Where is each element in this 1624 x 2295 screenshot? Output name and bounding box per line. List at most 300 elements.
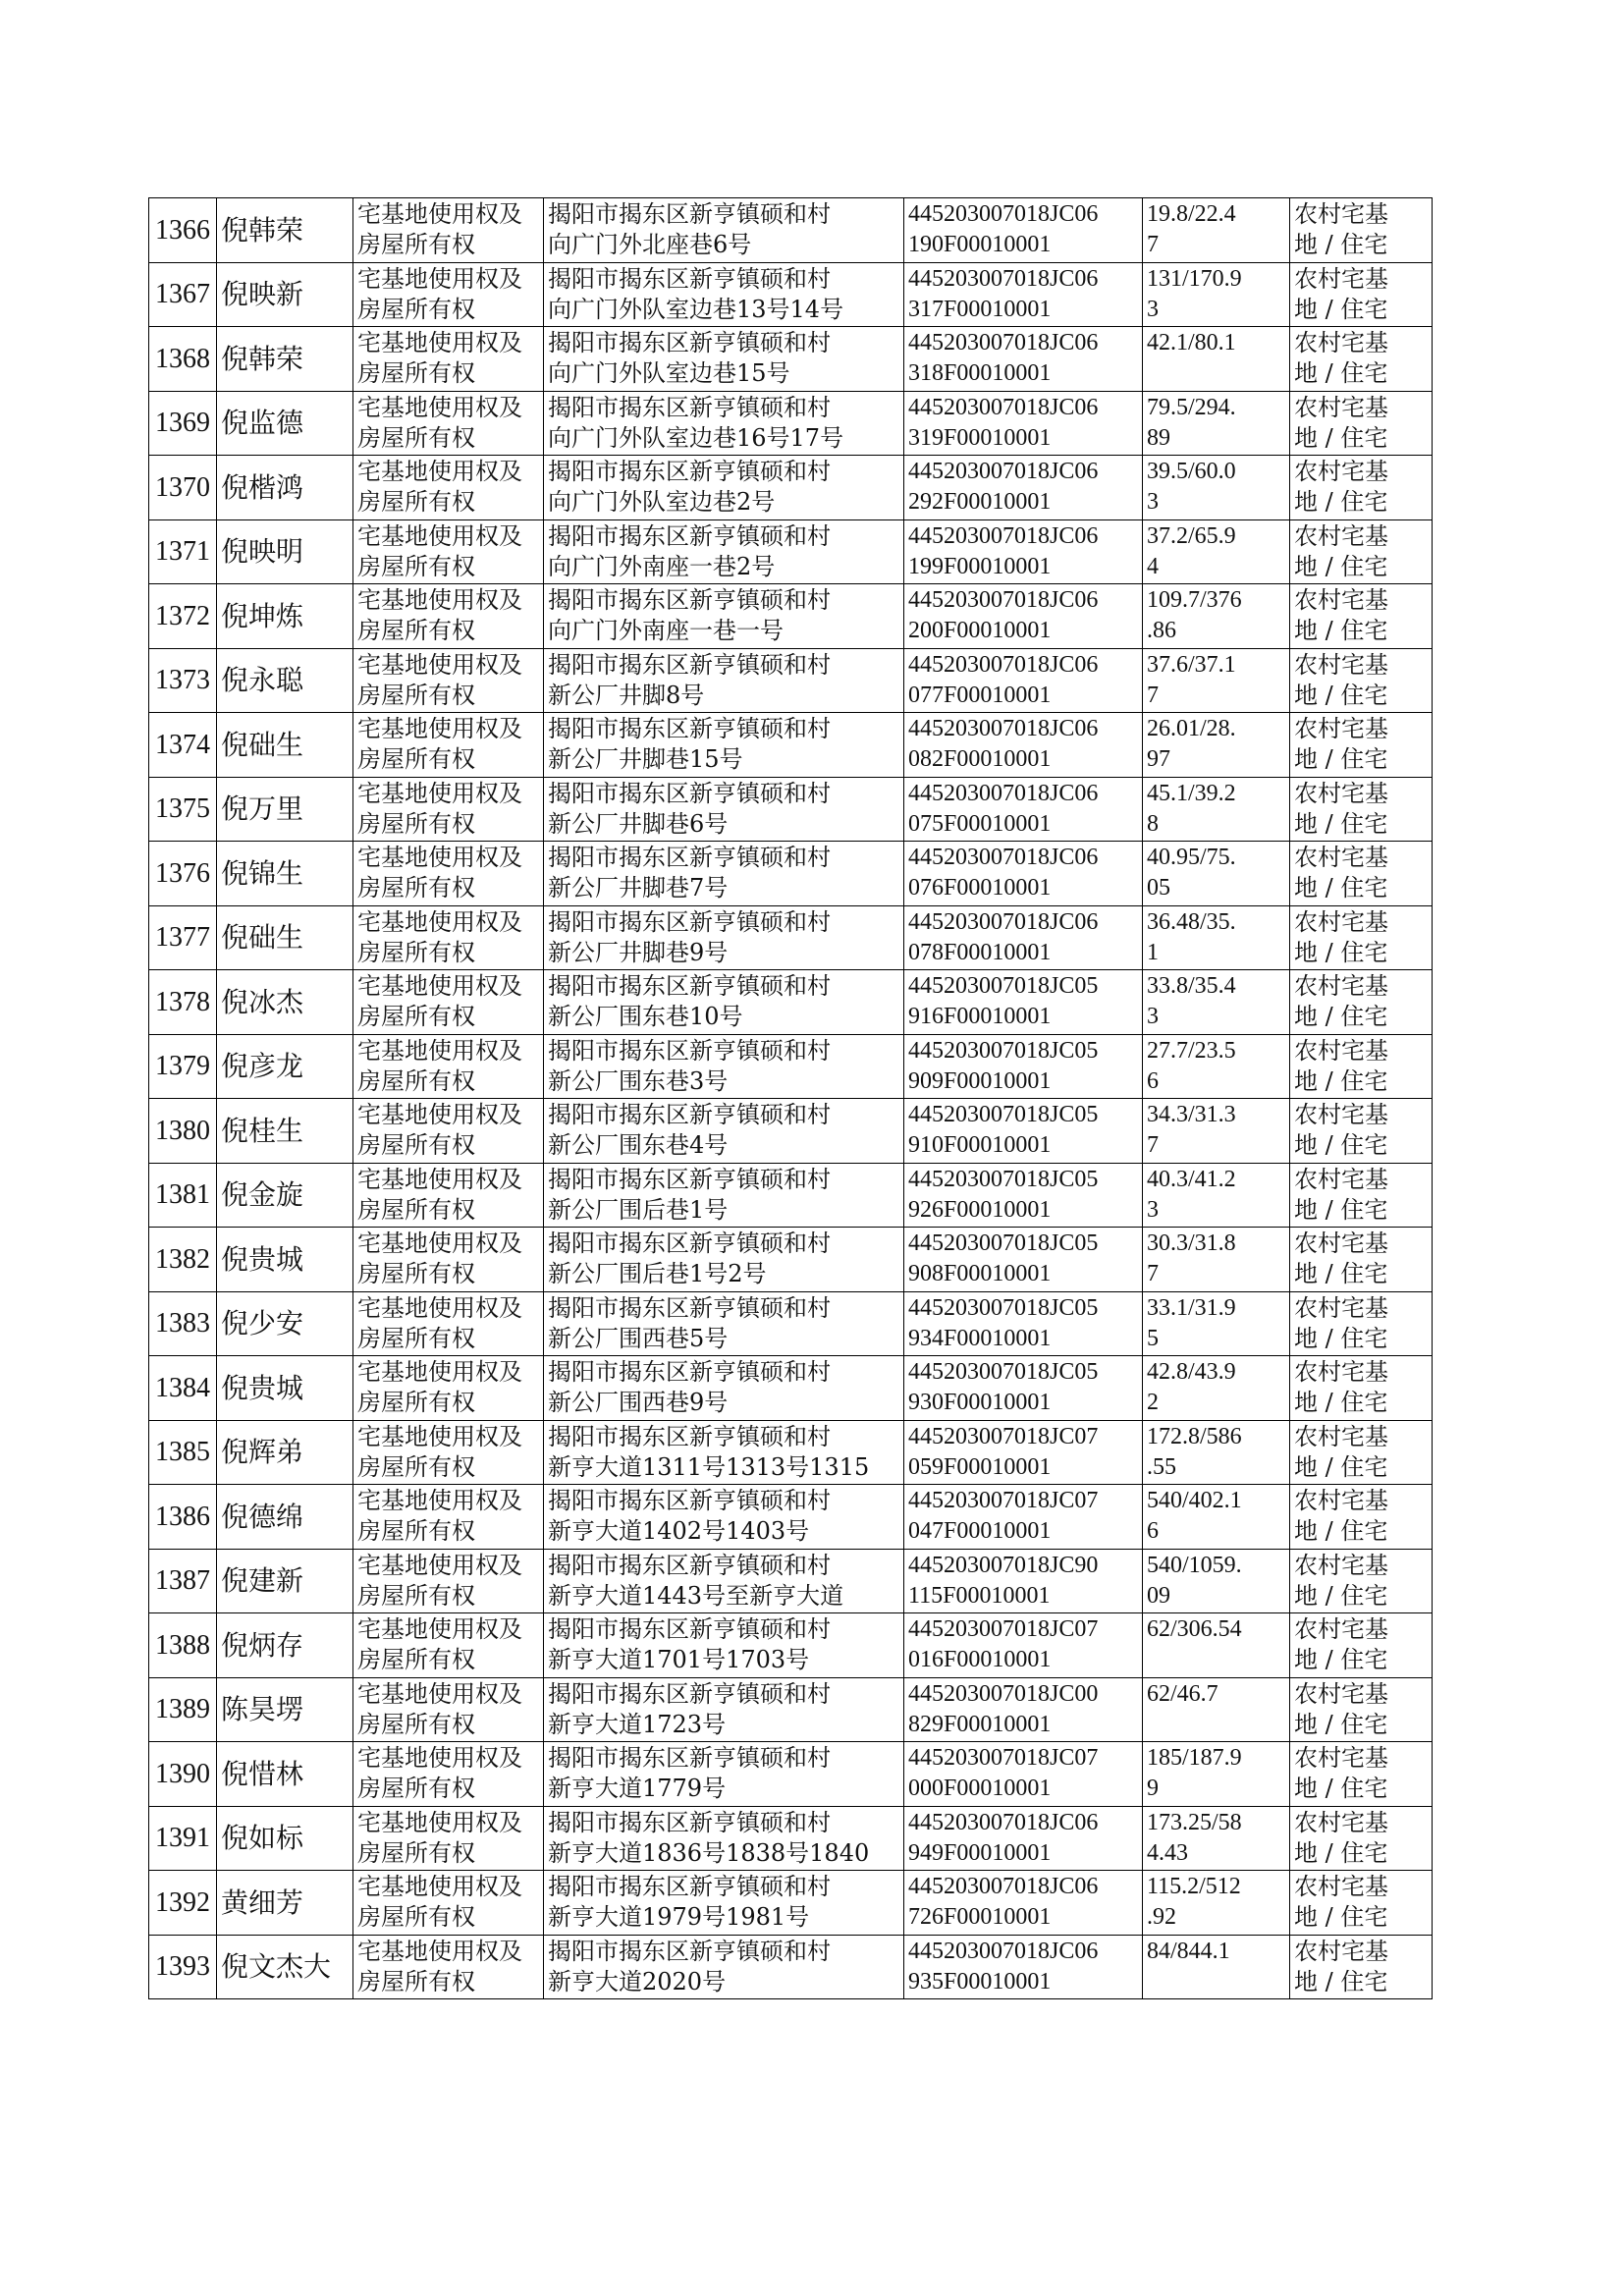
area-cell	[1143, 1485, 1290, 1550]
right-type: 宅基地使用权及房屋所有权	[357, 844, 522, 902]
area-cell	[1143, 970, 1290, 1035]
owner-name: 倪映新	[221, 278, 304, 311]
right-type: 宅基地使用权及房屋所有权	[357, 1101, 522, 1160]
row-number: 1376	[155, 857, 210, 889]
unit-code-cell	[904, 1485, 1143, 1550]
use-cell	[1290, 713, 1433, 778]
owner-name-cell	[217, 1034, 353, 1099]
table-row	[149, 648, 1433, 713]
area-line-1: 540/1059.	[1147, 1552, 1242, 1578]
right-type: 宅基地使用权及房屋所有权	[357, 1615, 522, 1674]
use-line-1: 农村宅基	[1294, 1808, 1388, 1836]
unit-code-line-2: 059F00010001	[908, 1453, 1052, 1480]
row-number: 1379	[155, 1051, 210, 1082]
row-number: 1372	[155, 600, 210, 631]
use-line-2: 地 / 住宅	[1294, 1903, 1388, 1932]
owner-name-cell	[217, 456, 353, 520]
address-cell	[544, 1549, 904, 1613]
area-line-1: 540/402.1	[1147, 1488, 1242, 1514]
row-number-cell	[149, 1677, 217, 1742]
use-cell	[1290, 391, 1433, 456]
right-type-cell	[353, 1871, 544, 1936]
right-type-cell	[353, 584, 544, 649]
address-cell	[544, 777, 904, 842]
use-line-1: 农村宅基	[1294, 715, 1388, 743]
use-line-1: 农村宅基	[1294, 1873, 1388, 1901]
use-line-2: 地 / 住宅	[1294, 295, 1388, 323]
row-number: 1374	[155, 729, 210, 760]
use-line-1: 农村宅基	[1294, 1358, 1388, 1387]
use-line-2: 地 / 住宅	[1294, 1581, 1388, 1610]
unit-code-line-1: 445203007018JC05	[908, 1037, 1099, 1064]
area-cell	[1143, 1677, 1290, 1742]
use-cell	[1290, 1034, 1433, 1099]
row-number-cell	[149, 456, 217, 520]
use-line-1: 农村宅基	[1294, 1293, 1388, 1322]
address-cell	[544, 1742, 904, 1807]
right-type: 宅基地使用权及房屋所有权	[357, 650, 522, 709]
address-line-2: 向广门外队室边巷2号	[548, 488, 776, 517]
area-line-1: 19.8/22.4	[1147, 201, 1236, 228]
unit-code-cell	[904, 1163, 1143, 1228]
right-type: 宅基地使用权及房屋所有权	[357, 586, 522, 645]
area-line-2: 6	[1147, 1518, 1159, 1545]
unit-code-line-1: 445203007018JC07	[908, 1488, 1099, 1514]
row-number-cell	[149, 1034, 217, 1099]
area-cell	[1143, 391, 1290, 456]
unit-code-cell	[904, 905, 1143, 970]
address-line-1: 揭阳市揭东区新亨镇硕和村	[548, 329, 831, 357]
right-type: 宅基地使用权及房屋所有权	[357, 907, 522, 966]
row-number-cell	[149, 1935, 217, 1999]
address-line-2: 向广门外队室边巷13号14号	[548, 295, 844, 323]
use-line-2: 地 / 住宅	[1294, 1517, 1388, 1546]
right-type: 宅基地使用权及房屋所有权	[357, 1487, 522, 1546]
right-type: 宅基地使用权及房屋所有权	[357, 1551, 522, 1610]
area-line-1: 27.7/23.5	[1147, 1037, 1236, 1064]
owner-name: 倪锦生	[221, 856, 304, 890]
address-line-1: 揭阳市揭东区新亨镇硕和村	[548, 1615, 831, 1644]
row-number-cell	[149, 1356, 217, 1421]
right-type-cell	[353, 842, 544, 906]
table-row	[149, 1742, 1433, 1807]
address-line-2: 新亨大道1723号	[548, 1710, 727, 1738]
use-line-1: 农村宅基	[1294, 844, 1388, 872]
area-cell	[1143, 1935, 1290, 1999]
address-line-2: 新亨大道1779号	[548, 1775, 727, 1803]
use-line-2: 地 / 住宅	[1294, 745, 1388, 774]
use-line-1: 农村宅基	[1294, 1679, 1388, 1708]
row-number: 1381	[155, 1179, 210, 1211]
area-cell	[1143, 456, 1290, 520]
area-cell	[1143, 1871, 1290, 1936]
unit-code-line-1: 445203007018JC06	[908, 522, 1099, 549]
owner-name: 倪德绵	[221, 1500, 304, 1533]
unit-code-line-2: 115F00010001	[908, 1582, 1051, 1609]
unit-code-line-2: 016F00010001	[908, 1647, 1052, 1673]
use-cell	[1290, 519, 1433, 584]
row-number-cell	[149, 1742, 217, 1807]
table-row	[149, 1485, 1433, 1550]
address-line-1: 揭阳市揭东区新亨镇硕和村	[548, 200, 831, 229]
area-line-1: 34.3/31.3	[1147, 1102, 1236, 1128]
address-line-1: 揭阳市揭东区新亨镇硕和村	[548, 650, 831, 679]
right-type: 宅基地使用权及房屋所有权	[357, 1808, 522, 1867]
unit-code-line-1: 445203007018JC05	[908, 973, 1099, 1000]
address-cell	[544, 327, 904, 392]
use-cell	[1290, 1613, 1433, 1678]
right-type-cell	[353, 1291, 544, 1356]
area-cell	[1143, 713, 1290, 778]
use-line-2: 地 / 住宅	[1294, 1710, 1388, 1738]
unit-code-line-1: 445203007018JC06	[908, 459, 1099, 485]
unit-code-cell	[904, 713, 1143, 778]
right-type: 宅基地使用权及房屋所有权	[357, 1293, 522, 1352]
use-cell	[1290, 262, 1433, 327]
unit-code-line-1: 445203007018JC06	[908, 1874, 1099, 1900]
row-number: 1393	[155, 1951, 210, 1983]
row-number-cell	[149, 327, 217, 392]
address-cell	[544, 1935, 904, 1999]
area-line-2: 05	[1147, 875, 1170, 902]
address-line-1: 揭阳市揭东区新亨镇硕和村	[548, 1165, 831, 1193]
area-line-2: 1	[1147, 939, 1159, 965]
use-cell	[1290, 327, 1433, 392]
owner-name-cell	[217, 1806, 353, 1871]
row-number-cell	[149, 1291, 217, 1356]
unit-code-cell	[904, 648, 1143, 713]
unit-code-line-2: 075F00010001	[908, 810, 1052, 837]
area-line-1: 185/187.9	[1147, 1745, 1242, 1772]
owner-name: 倪永聪	[221, 664, 304, 697]
use-line-2: 地 / 住宅	[1294, 231, 1388, 259]
area-line-1: 131/170.9	[1147, 265, 1242, 292]
unit-code-line-2: 934F00010001	[908, 1325, 1052, 1351]
address-cell	[544, 842, 904, 906]
use-cell	[1290, 1806, 1433, 1871]
right-type: 宅基地使用权及房屋所有权	[357, 521, 522, 580]
area-cell	[1143, 1228, 1290, 1292]
use-cell	[1290, 905, 1433, 970]
unit-code-line-1: 445203007018JC05	[908, 1359, 1099, 1386]
row-number-cell	[149, 1228, 217, 1292]
owner-name-cell	[217, 1163, 353, 1228]
right-type: 宅基地使用权及房屋所有权	[357, 393, 522, 452]
address-line-2: 向广门外南座一巷2号	[548, 552, 776, 580]
table-row	[149, 1549, 1433, 1613]
address-line-2: 新公厂井脚巷9号	[548, 938, 729, 966]
owner-name-cell	[217, 1549, 353, 1613]
row-number-cell	[149, 262, 217, 327]
address-line-2: 新公厂围东巷4号	[548, 1131, 729, 1160]
area-line-2: 7	[1147, 1132, 1159, 1159]
table-row	[149, 1356, 1433, 1421]
address-line-2: 新公厂围后巷1号2号	[548, 1260, 767, 1288]
owner-name-cell	[217, 1356, 353, 1421]
unit-code-line-2: 935F00010001	[908, 1968, 1052, 1994]
address-line-2: 向广门外队室边巷15号	[548, 359, 790, 388]
unit-code-cell	[904, 777, 1143, 842]
use-line-2: 地 / 住宅	[1294, 874, 1388, 902]
right-type-cell	[353, 1677, 544, 1742]
area-line-2: .92	[1147, 1904, 1176, 1931]
owner-name-cell	[217, 1291, 353, 1356]
row-number-cell	[149, 1099, 217, 1164]
owner-name-cell	[217, 1677, 353, 1742]
use-line-1: 农村宅基	[1294, 586, 1388, 615]
address-cell	[544, 905, 904, 970]
address-line-1: 揭阳市揭东区新亨镇硕和村	[548, 1487, 831, 1515]
area-line-2: 3	[1147, 1004, 1159, 1030]
address-line-1: 揭阳市揭东区新亨镇硕和村	[548, 1358, 831, 1387]
unit-code-line-2: 199F00010001	[908, 553, 1052, 579]
row-number: 1377	[155, 922, 210, 954]
use-line-1: 农村宅基	[1294, 393, 1388, 421]
owner-name-cell	[217, 970, 353, 1035]
unit-code-cell	[904, 842, 1143, 906]
owner-name: 倪楷鸿	[221, 470, 304, 504]
address-line-2: 向广门外队室边巷16号17号	[548, 423, 844, 452]
address-line-2: 新亨大道1979号1981号	[548, 1903, 810, 1932]
unit-code-line-2: 909F00010001	[908, 1067, 1052, 1094]
table-row	[149, 584, 1433, 649]
owner-name-cell	[217, 842, 353, 906]
unit-code-cell	[904, 327, 1143, 392]
area-line-2	[1147, 1967, 1285, 1997]
address-line-1: 揭阳市揭东区新亨镇硕和村	[548, 844, 831, 872]
address-line-1: 揭阳市揭东区新亨镇硕和村	[548, 1744, 831, 1773]
owner-name-cell	[217, 1742, 353, 1807]
use-cell	[1290, 198, 1433, 263]
address-line-2: 新亨大道1836号1838号1840	[548, 1838, 870, 1867]
area-cell	[1143, 1549, 1290, 1613]
unit-code-line-1: 445203007018JC06	[908, 780, 1099, 806]
row-number: 1387	[155, 1565, 210, 1597]
row-number: 1389	[155, 1694, 210, 1725]
owner-name: 倪炳存	[221, 1628, 304, 1662]
area-line-2: 3	[1147, 296, 1159, 322]
use-cell	[1290, 648, 1433, 713]
area-line-2: 7	[1147, 682, 1159, 708]
unit-code-cell	[904, 1742, 1143, 1807]
area-line-1: 39.5/60.0	[1147, 459, 1236, 485]
owner-name: 倪韩荣	[221, 342, 304, 375]
address-line-1: 揭阳市揭东区新亨镇硕和村	[548, 1293, 831, 1322]
address-line-1: 揭阳市揭东区新亨镇硕和村	[548, 1873, 831, 1901]
table-row	[149, 1420, 1433, 1485]
area-cell	[1143, 1034, 1290, 1099]
unit-code-cell	[904, 519, 1143, 584]
address-line-1: 揭阳市揭东区新亨镇硕和村	[548, 907, 831, 936]
use-line-2: 地 / 住宅	[1294, 617, 1388, 645]
use-line-2: 地 / 住宅	[1294, 1775, 1388, 1803]
row-number: 1391	[155, 1823, 210, 1854]
address-line-1: 揭阳市揭东区新亨镇硕和村	[548, 1937, 831, 1965]
area-line-1: 40.95/75.	[1147, 845, 1236, 871]
address-line-2: 新公厂围东巷10号	[548, 1003, 743, 1031]
right-type-cell	[353, 1806, 544, 1871]
unit-code-cell	[904, 1420, 1143, 1485]
row-number: 1369	[155, 408, 210, 439]
unit-code-line-1: 445203007018JC00	[908, 1680, 1099, 1707]
unit-code-cell	[904, 1228, 1143, 1292]
row-number-cell	[149, 1871, 217, 1936]
unit-code-line-2: 910F00010001	[908, 1132, 1052, 1159]
table-row	[149, 262, 1433, 327]
row-number: 1383	[155, 1308, 210, 1339]
owner-name: 倪础生	[221, 728, 304, 761]
row-number: 1370	[155, 471, 210, 503]
area-line-2	[1147, 1645, 1285, 1675]
right-type-cell	[353, 262, 544, 327]
area-line-1: 37.2/65.9	[1147, 522, 1236, 549]
right-type-cell	[353, 1356, 544, 1421]
address-cell	[544, 1099, 904, 1164]
use-line-2: 地 / 住宅	[1294, 1452, 1388, 1481]
unit-code-cell	[904, 1871, 1143, 1936]
use-cell	[1290, 1099, 1433, 1164]
area-cell	[1143, 648, 1290, 713]
row-number: 1384	[155, 1372, 210, 1403]
unit-code-line-2: 000F00010001	[908, 1776, 1052, 1802]
area-cell	[1143, 584, 1290, 649]
owner-name-cell	[217, 198, 353, 263]
use-line-1: 农村宅基	[1294, 1101, 1388, 1129]
right-type: 宅基地使用权及房屋所有权	[357, 264, 522, 323]
use-line-1: 农村宅基	[1294, 650, 1388, 679]
unit-code-line-1: 445203007018JC06	[908, 908, 1099, 935]
unit-code-line-1: 445203007018JC06	[908, 330, 1099, 356]
unit-code-line-2: 318F00010001	[908, 360, 1052, 387]
unit-code-line-2: 949F00010001	[908, 1839, 1052, 1866]
address-cell	[544, 1677, 904, 1742]
unit-code-cell	[904, 1356, 1143, 1421]
unit-code-line-1: 445203007018JC06	[908, 1938, 1099, 1964]
area-cell	[1143, 519, 1290, 584]
row-number-cell	[149, 1163, 217, 1228]
right-type-cell	[353, 1228, 544, 1292]
address-cell	[544, 584, 904, 649]
use-line-2: 地 / 住宅	[1294, 1967, 1388, 1995]
owner-name: 倪辉弟	[221, 1436, 304, 1469]
right-type: 宅基地使用权及房屋所有权	[357, 779, 522, 838]
row-number: 1367	[155, 279, 210, 310]
address-cell	[544, 198, 904, 263]
right-type: 宅基地使用权及房屋所有权	[357, 1873, 522, 1932]
use-line-1: 农村宅基	[1294, 1422, 1388, 1450]
unit-code-cell	[904, 1549, 1143, 1613]
address-line-1: 揭阳市揭东区新亨镇硕和村	[548, 458, 831, 486]
unit-code-line-2: 726F00010001	[908, 1904, 1052, 1931]
area-cell	[1143, 1163, 1290, 1228]
right-type-cell	[353, 1613, 544, 1678]
use-line-2: 地 / 住宅	[1294, 552, 1388, 580]
use-line-1: 农村宅基	[1294, 1615, 1388, 1644]
address-line-2: 新亨大道1443号至新亨大道	[548, 1581, 844, 1610]
area-line-2: 09	[1147, 1582, 1170, 1609]
area-line-1: 45.1/39.2	[1147, 780, 1236, 806]
use-line-1: 农村宅基	[1294, 521, 1388, 550]
owner-name: 倪如标	[221, 1822, 304, 1855]
row-number-cell	[149, 584, 217, 649]
row-number-cell	[149, 198, 217, 263]
right-type-cell	[353, 1034, 544, 1099]
use-cell	[1290, 1677, 1433, 1742]
row-number: 1382	[155, 1243, 210, 1275]
area-line-1: 173.25/58	[1147, 1809, 1242, 1835]
address-line-1: 揭阳市揭东区新亨镇硕和村	[548, 1101, 831, 1129]
address-line-1: 揭阳市揭东区新亨镇硕和村	[548, 1808, 831, 1836]
unit-code-cell	[904, 1677, 1143, 1742]
unit-code-line-1: 445203007018JC06	[908, 716, 1099, 742]
address-cell	[544, 1356, 904, 1421]
owner-name-cell	[217, 584, 353, 649]
row-number-cell	[149, 1806, 217, 1871]
area-line-2: 89	[1147, 424, 1170, 451]
owner-name-cell	[217, 1935, 353, 1999]
use-cell	[1290, 456, 1433, 520]
right-type: 宅基地使用权及房屋所有权	[357, 200, 522, 259]
right-type-cell	[353, 1742, 544, 1807]
unit-code-line-1: 445203007018JC05	[908, 1230, 1099, 1257]
unit-code-cell	[904, 970, 1143, 1035]
area-cell	[1143, 262, 1290, 327]
right-type: 宅基地使用权及房屋所有权	[357, 1036, 522, 1095]
area-line-1: 42.1/80.1	[1147, 330, 1236, 356]
area-line-2: 8	[1147, 810, 1159, 837]
unit-code-cell	[904, 456, 1143, 520]
address-line-1: 揭阳市揭东区新亨镇硕和村	[548, 1679, 831, 1708]
address-line-2: 新公厂井脚巷15号	[548, 745, 743, 774]
owner-name: 倪坤炼	[221, 599, 304, 632]
area-cell	[1143, 1099, 1290, 1164]
row-number: 1380	[155, 1115, 210, 1146]
table-row	[149, 1163, 1433, 1228]
use-cell	[1290, 777, 1433, 842]
table-row	[149, 1099, 1433, 1164]
table-row	[149, 1677, 1433, 1742]
owner-name-cell	[217, 1420, 353, 1485]
address-cell	[544, 1420, 904, 1485]
area-line-1: 37.6/37.1	[1147, 651, 1236, 678]
owner-name-cell	[217, 1871, 353, 1936]
use-line-2: 地 / 住宅	[1294, 1195, 1388, 1224]
owner-name: 倪监德	[221, 407, 304, 440]
area-line-1: 115.2/512	[1147, 1874, 1241, 1900]
area-line-2	[1147, 358, 1285, 389]
address-line-2: 新公厂井脚巷6号	[548, 809, 729, 838]
address-cell	[544, 970, 904, 1035]
address-line-2: 新公厂围西巷9号	[548, 1389, 729, 1417]
right-type-cell	[353, 1485, 544, 1550]
right-type-cell	[353, 777, 544, 842]
area-line-1: 36.48/35.	[1147, 908, 1236, 935]
owner-name-cell	[217, 777, 353, 842]
use-line-1: 农村宅基	[1294, 1487, 1388, 1515]
owner-name-cell	[217, 648, 353, 713]
address-line-1: 揭阳市揭东区新亨镇硕和村	[548, 1036, 831, 1065]
right-type: 宅基地使用权及房屋所有权	[357, 715, 522, 774]
unit-code-line-2: 082F00010001	[908, 746, 1052, 773]
row-number-cell	[149, 1549, 217, 1613]
row-number-cell	[149, 777, 217, 842]
address-cell	[544, 1871, 904, 1936]
row-number-cell	[149, 905, 217, 970]
table-row	[149, 1935, 1433, 1999]
use-line-2: 地 / 住宅	[1294, 423, 1388, 452]
unit-code-line-2: 829F00010001	[908, 1711, 1052, 1737]
address-line-1: 揭阳市揭东区新亨镇硕和村	[548, 264, 831, 293]
